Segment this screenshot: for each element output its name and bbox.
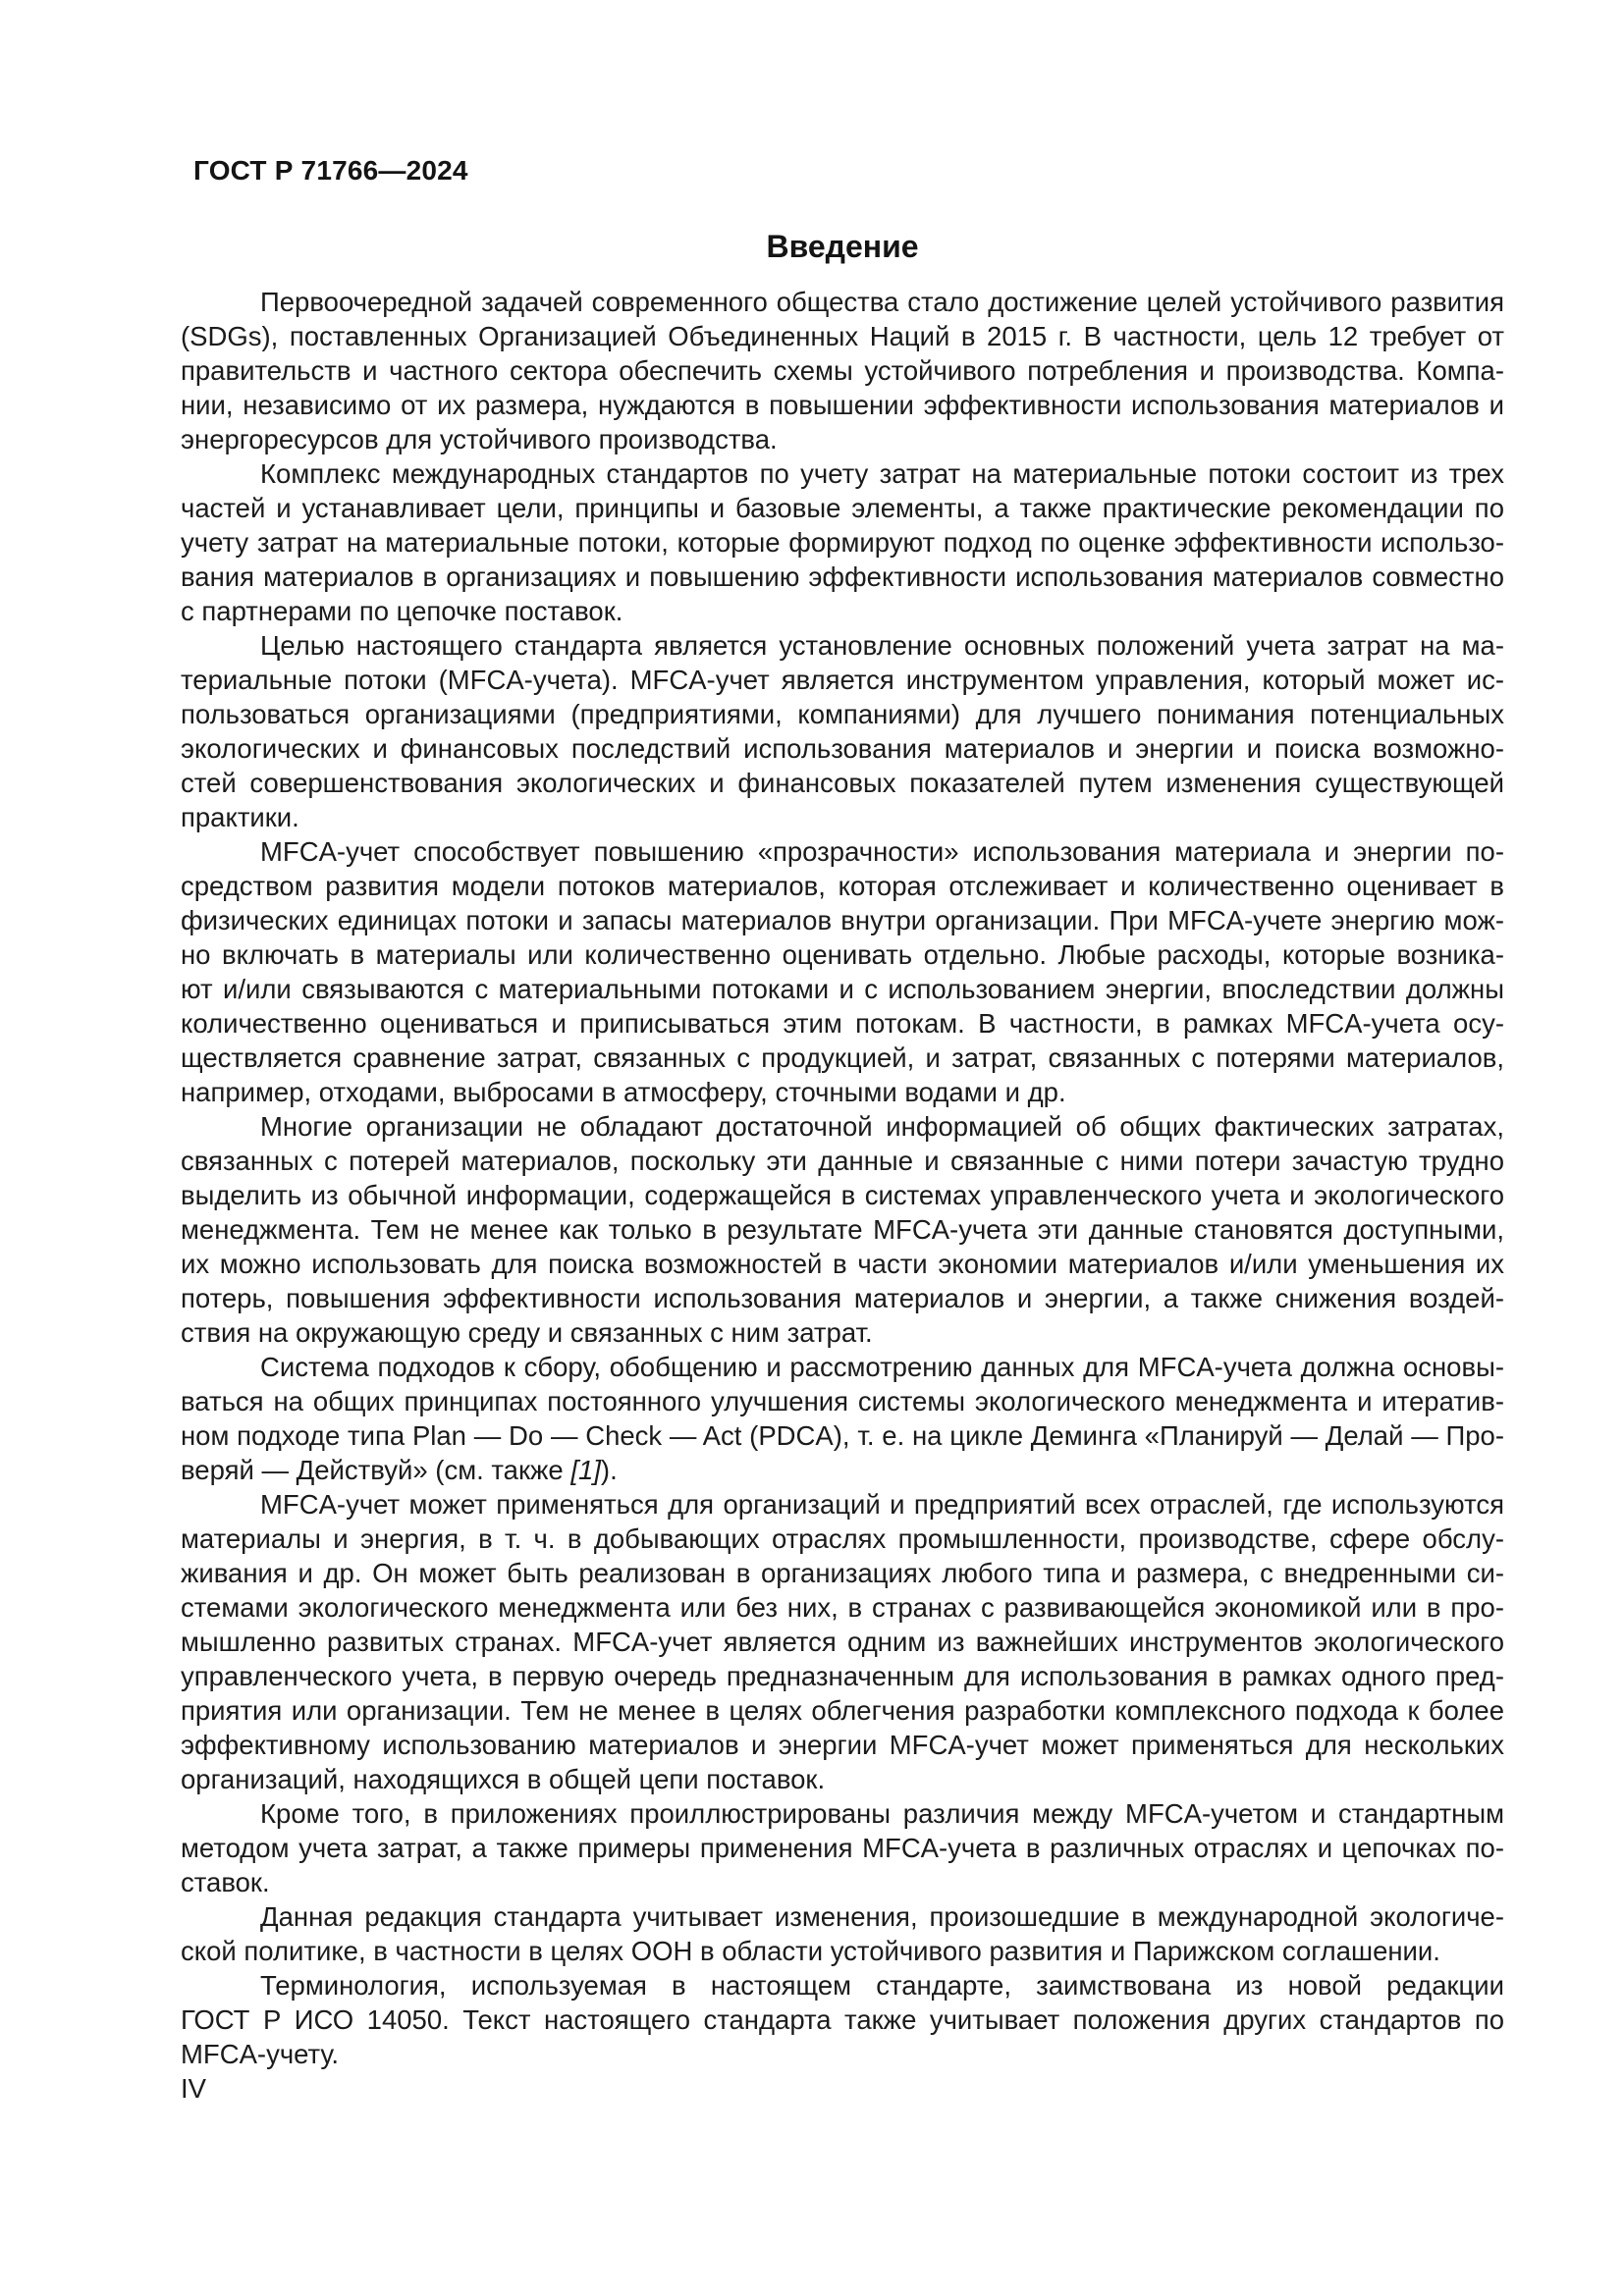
text-line: приятия или организации. Тем не менее в целях облегчения разработки комплексного подхода к более xyxy=(181,1695,1504,1726)
text-segment: ). xyxy=(600,1455,618,1485)
text-line: вания материалов в организациях и повышению эффективности использования материалов совместно xyxy=(181,561,1504,592)
standard-code: ГОСТ Р 71766—2024 xyxy=(193,155,468,186)
text-line: но включать в материалы или количественно оценивать отдельно. Любые расходы, которые возника- xyxy=(181,939,1504,970)
text-line: потерь, повышения эффективности использования материалов и энергии, а также снижения воздей- xyxy=(181,1283,1504,1313)
text-line: Первоочередной задачей современного общества стало достижение целей устойчивого развития xyxy=(260,287,1504,317)
text-line: Данная редакция стандарта учитывает изменения, произошедшие в международной экологиче- xyxy=(260,1901,1504,1932)
text-segment: веряй — Действуй» (см. также xyxy=(181,1455,571,1485)
text-line: их можно использовать для поиска возможностей в части экономии материалов и/или уменьшения их xyxy=(181,1249,1504,1279)
text-line: стемами экологического менеджмента или без них, в странах с развивающейся экономикой или в про- xyxy=(181,1592,1504,1623)
text-line: Комплекс международных стандартов по учету затрат на материальные потоки состоит из трех xyxy=(260,458,1504,489)
text-line: экологических и финансовых последствий использования материалов и энергии и поиска возможно- xyxy=(181,733,1504,764)
intro-paragraphs xyxy=(181,285,1504,2071)
text-line: пользоваться организациями (предприятиями, компаниями) для лучшего понимания потенциальных xyxy=(181,699,1504,729)
text-line: мышленно развитых странах. MFCA-учет является одним из важнейших инструментов экологического xyxy=(181,1627,1504,1657)
text-line: частей и устанавливает цели, принципы и базовые элементы, а также практические рекомендации по xyxy=(181,493,1504,523)
text-line: Кроме того, в приложениях проиллюстрированы различия между MFCA-учетом и стандартным xyxy=(260,1798,1504,1829)
text-line: учету затрат на материальные потоки, которые формируют подход по оценке эффективности использо- xyxy=(181,527,1504,558)
text-line: Многие организации не обладают достаточной информацией об общих фактических затратах, xyxy=(260,1111,1504,1142)
text-line: териальные потоки (MFCA-учета). MFCA-учет является инструментом управления, который может ис- xyxy=(181,665,1504,695)
text-line: организаций, находящихся в общей цепи поставок. xyxy=(181,1764,826,1794)
text-line: Система подходов к сбору, обобщению и рассмотрению данных для MFCA-учета должна основы- xyxy=(260,1352,1504,1382)
text-line: количественно оцениваться и приписываться этим потокам. В частности, в рамках MFCA-учета осу- xyxy=(181,1008,1504,1039)
text-line: Терминология, используемая в настоящем стандарте, заимствована из новой редакции xyxy=(260,1970,1504,2001)
text-line: связанных с потерей материалов, поскольку эти данные и связанные с ними потери зачастую трудно xyxy=(181,1146,1504,1176)
text-line: ществляется сравнение затрат, связанных с продукцией, и затрат, связанных с потерями материалов, xyxy=(181,1042,1504,1073)
paragraph xyxy=(181,1109,1504,1350)
text-line: ской политике, в частности в целях ООН в области устойчивого развития и Парижском соглашении. xyxy=(181,1936,1440,1966)
text-line: методом учета затрат, а также примеры применения MFCA-учета в различных отраслях и цепочках по- xyxy=(181,1833,1504,1863)
text-line: ставок. xyxy=(181,1867,270,1897)
paragraph xyxy=(181,1350,1504,1487)
text-line: живания и др. Он может быть реализован в организациях любого типа и размера, с внедренными си- xyxy=(181,1558,1504,1588)
reference-citation: [1] xyxy=(570,1455,601,1485)
text-line: ном подходе типа Plan — Do — Check — Act (PDCA), т. е. на цикле Деминга «Планируй — Делай — Про- xyxy=(181,1420,1504,1451)
text-line: средством развития модели потоков материалов, которая отслеживает и количественно оценивает в xyxy=(181,871,1504,901)
text-line: нии, независимо от их размера, нуждаются в повышении эффективности использования материалов и xyxy=(181,390,1504,420)
paragraph xyxy=(181,456,1504,628)
paragraph xyxy=(181,1487,1504,1796)
text-line: стей совершенствования экологических и финансовых показателей путем изменения существующей xyxy=(181,768,1504,798)
paragraph xyxy=(181,1899,1504,1968)
section-title: Введение xyxy=(766,229,919,264)
text-line: Целью настоящего стандарта является установление основных положений учета затрат на ма- xyxy=(260,630,1504,661)
text-line: правительств и частного сектора обеспечить схемы устойчивого потребления и производства. Компа- xyxy=(181,355,1504,386)
text-line: ваться на общих принципах постоянного улучшения системы экологического менеджмента и итератив- xyxy=(181,1386,1504,1416)
text-line: MFCA-учету. xyxy=(181,2039,340,2069)
text-line: менеджмента. Тем не менее как только в результате MFCA-учета эти данные становятся доступными, xyxy=(181,1214,1504,1245)
text-line: практики. xyxy=(181,802,299,832)
text-line: энергоресурсов для устойчивого производства. xyxy=(181,424,778,454)
text-line: эффективному использованию материалов и энергии MFCA-учет может применяться для нескольких xyxy=(181,1730,1504,1760)
text-line xyxy=(181,1453,1504,1487)
text-line: ГОСТ Р ИСО 14050. Текст настоящего стандарта также учитывает положения других стандартов по xyxy=(181,2004,1504,2035)
text-line: ствия на окружающую среду и связанных с ним затрат. xyxy=(181,1317,873,1348)
text-line: ют и/или связываются с материальными потоками и с использованием энергии, впоследствии должны xyxy=(181,974,1504,1004)
page-number: IV xyxy=(181,2073,206,2104)
paragraph xyxy=(181,628,1504,834)
paragraph xyxy=(181,834,1504,1109)
text-line: физических единицах потоки и запасы материалов внутри организации. При MFCA-учете энергию мож- xyxy=(181,905,1504,935)
text-line: материалы и энергия, в т. ч. в добывающих отраслях промышленности, производстве, сфере обслу- xyxy=(181,1523,1504,1554)
text-line: выделить из обычной информации, содержащейся в системах управленческого учета и экологического xyxy=(181,1180,1504,1210)
text-line: MFCA-учет способствует повышению «прозрачности» использования материала и энергии по- xyxy=(260,836,1504,867)
text-column xyxy=(181,0,1504,2106)
paragraph xyxy=(181,285,1504,456)
text-line: MFCA-учет может применяться для организаций и предприятий всех отраслей, где используются xyxy=(260,1489,1504,1520)
paragraph xyxy=(181,1796,1504,1899)
text-line: с партнерами по цепочке поставок. xyxy=(181,596,623,626)
text-line: (SDGs), поставленных Организацией Объединенных Наций в 2015 г. В частности, цель 12 требует от xyxy=(181,321,1504,351)
text-line: например, отходами, выбросами в атмосферу, сточными водами и др. xyxy=(181,1077,1066,1107)
text-line: управленческого учета, в первую очередь предназначенным для использования в рамках одного пред- xyxy=(181,1661,1504,1691)
paragraph xyxy=(181,1968,1504,2071)
